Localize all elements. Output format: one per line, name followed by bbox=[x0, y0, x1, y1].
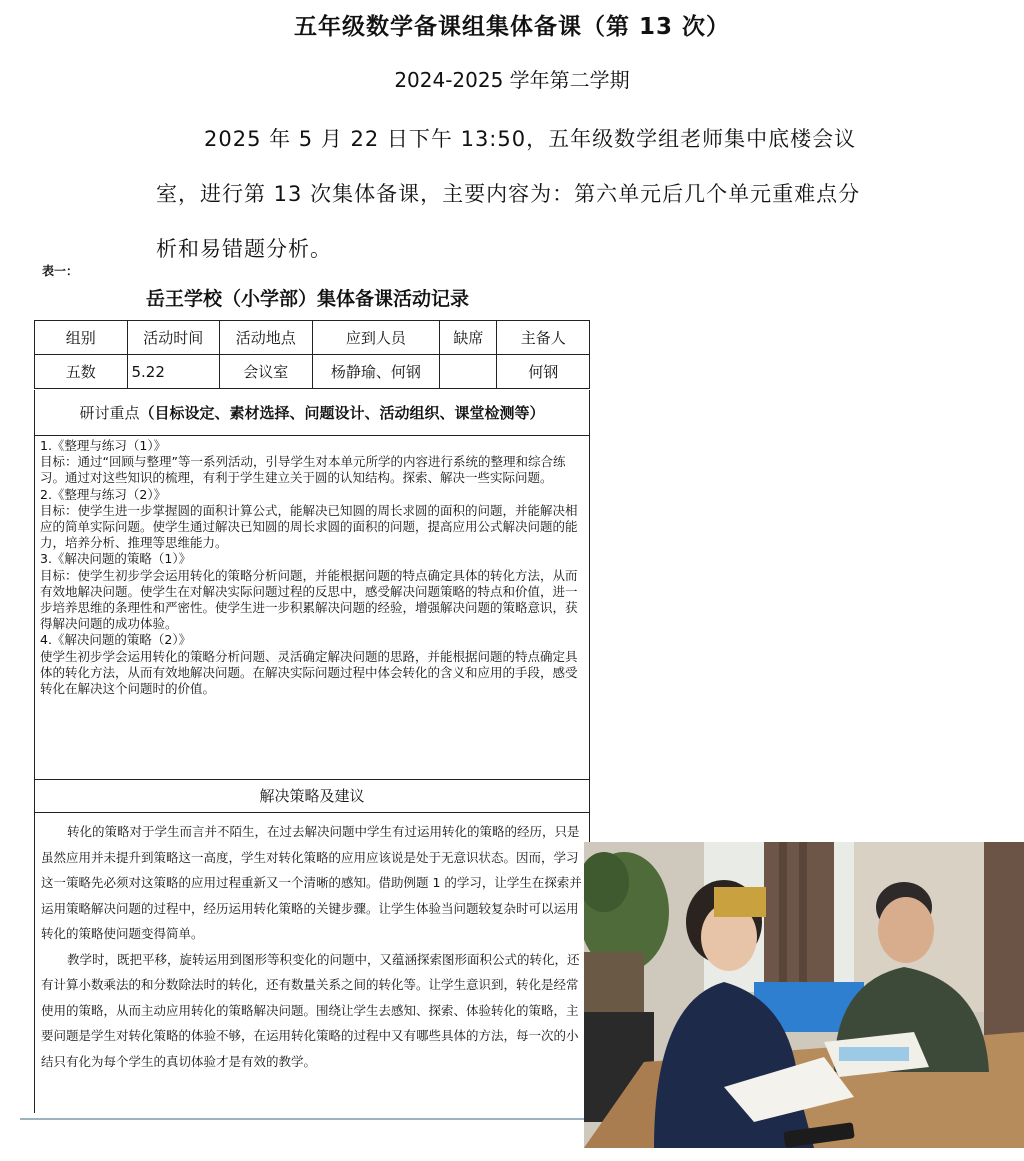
content-item: 目标：使学生初步学会运用转化的策略分析问题，并能根据问题的特点确定具体的转化方法，从而有效地解决问题。使学生在对解决实际问题过程的反思中，感受解决问题策略的特点和价值，进一步培养思维的条理性和严密性。使学生进一步积累解决问题的经验，增强解决问题的策略意识，获得解决问题的成功体验。 bbox=[40, 567, 578, 632]
record-title: 岳王学校（小学部）集体备课活动记录 bbox=[145, 288, 469, 310]
header-cell: 主备人 bbox=[497, 321, 590, 355]
content-item: 4.《解决问题的策略（2）》 bbox=[40, 632, 192, 648]
content-item: 1.《整理与练习（1）》 bbox=[40, 438, 167, 453]
header-cell: 应到人员 bbox=[312, 321, 440, 355]
header-cell: 缺席 bbox=[440, 321, 497, 355]
table-cell: 五数 bbox=[35, 355, 128, 389]
strategy-paragraph: 教学时，既把平移，旋转运用到图形等积变化的问题中，又蕴涵探索图形面积公式的转化，还有计算小数乘法的和分数除法时的转化，还有数量关系之间的转化等。让学生意识到，转化是经常使用的策略，从而主动应用转化的策略解决问题。围绕让学生去感知、探索、体验转化的策略，主要问题是学生对转化策略的体验不够，在运用转化策略的过程中又有哪些具体的方法，每一次的小结只有化为每个学生的真切体验才是有效的教学。 bbox=[41, 951, 580, 1069]
strategy-content bbox=[34, 813, 590, 1113]
header-cell: 活动地点 bbox=[220, 321, 313, 355]
scan-edge-line bbox=[20, 1118, 595, 1120]
table-cell bbox=[440, 355, 497, 389]
focus-detail: （目标设定、素材选择、问题设计、活动组织、课堂检测等） bbox=[139, 404, 545, 422]
semester-subtitle: 2024-2025 学年第二学期 bbox=[394, 68, 630, 92]
focus-content bbox=[34, 436, 590, 780]
content-item: 3.《解决问题的策略（1）》 bbox=[40, 551, 192, 567]
strategy-paragraph: 转化的策略对于学生而言并不陌生，在过去解决问题中学生有过运用转化的策略的经历，只是虽然应用并未提升到策略这一高度，学生对转化策略的应用应该说是处于无意识状态。因而，学习这一策略先必须对这策略的应用过程重新又一个清晰的感知。借助例题 1 的学习，让学生在探索并运用策略解决问题的过程中，经历运用转化策略的关键步骤。让学生体验当问题较复杂时可以运用转化的策略使问题变得简单。 bbox=[41, 824, 582, 941]
photo-illustration bbox=[584, 842, 1024, 1148]
content-item: 2.《整理与练习（2）》 bbox=[40, 486, 167, 502]
content-item: 目标：通过“回顾与整理”等一系列活动，引导学生对本单元所学的内容进行系统的整理和综合练习。通过对这些知识的梳理，有利于学生建立关于圆的认知结构。探索、解决一些实际问题。 bbox=[40, 454, 566, 486]
table-mark: 表一： bbox=[42, 264, 79, 278]
focus-label: 研讨重点 bbox=[79, 404, 140, 422]
page-title: 五年级数学备课组集体备课（第 13 次） bbox=[293, 14, 731, 40]
content-item: 目标：使学生进一步掌握圆的面积计算公式，能解决已知圆的周长求圆的面积的问题，并能解决相应的简单实际问题。使学生通过解决已知圆的周长求圆的面积的问题，提高应用公式解决问题的能力，培养分析、推理等思维能力。 bbox=[40, 502, 578, 551]
table-cell: 何钢 bbox=[497, 355, 590, 389]
content-item: 使学生初步学会运用转化的策略分析问题、灵活确定解决问题的思路，并能根据问题的特点确定具体的转化方法，从而有效地解决问题。在解决实际问题过程中体会转化的含义和应用的手段，感受转化在解决这个问题时的价值。 bbox=[40, 648, 578, 697]
table-cell: 杨静瑜、何钢 bbox=[312, 355, 440, 389]
table-cell: 5.22 bbox=[127, 355, 220, 389]
teachers-meeting-photo bbox=[584, 842, 1024, 1148]
header-cell: 活动时间 bbox=[127, 321, 220, 355]
record-table bbox=[34, 320, 590, 389]
record-scan bbox=[20, 262, 595, 1122]
focus-heading bbox=[34, 390, 590, 436]
strategy-heading: 解决策略及建议 bbox=[34, 780, 590, 813]
table-cell: 会议室 bbox=[220, 355, 313, 389]
header-cell: 组别 bbox=[35, 321, 128, 355]
intro-paragraph: 2025 年 5 月 22 日下午 13:50，五年级数学组老师集中底楼会议室，进行第 13 次集体备课，主要内容为：第六单元后几个单元重难点分析和易错题分析。 bbox=[156, 127, 861, 261]
table-row bbox=[35, 355, 590, 389]
table-header-row bbox=[35, 321, 590, 355]
